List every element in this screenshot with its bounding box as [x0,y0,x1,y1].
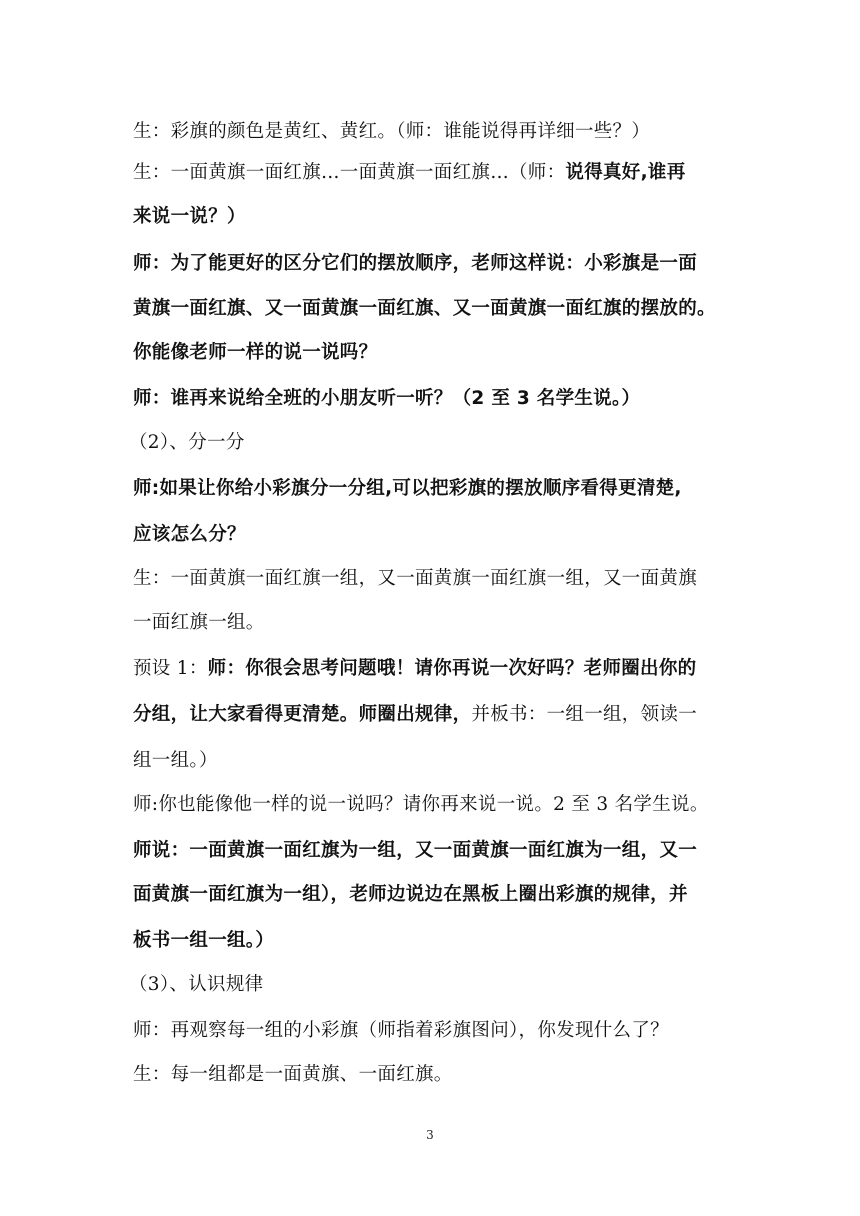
text-line [133,294,733,320]
text-line [133,117,733,143]
bold-text-segment: 师：为了能更好的区分它们的摆放顺序，老师这样说：小彩旗是一面 [133,253,698,274]
text-segment: （2）、分一分 [129,432,245,453]
text-line [133,564,733,590]
text-segment: 一面红旗一组。 [133,612,265,633]
bold-text-segment: 师：谁再来说给全班的小朋友听一听？（2 至 3 名学生说。） [133,388,641,409]
bold-text-segment: 师：你很会思考问题哦！请你再说一次好吗？老师圈出你的 [207,658,697,679]
bold-text-segment: 师说：一面黄旗一面红旗为一组，又一面黄旗一面红旗为一组，又一 [133,840,698,861]
text-line [133,926,733,952]
text-segment: （3）、认识规律 [129,974,264,995]
text-segment: 预设 1： [133,658,208,679]
text-line [133,880,733,906]
text-line [133,202,733,228]
page-number: 3 [426,1128,434,1142]
text-line [129,428,729,454]
text-line [133,654,733,680]
text-line [129,970,729,996]
text-line [133,608,733,634]
text-line [133,700,733,726]
text-segment: 师：再观察每一组的小彩旗（师指着彩旗图问），你发现什么了？ [133,1020,669,1041]
text-line [133,249,733,275]
text-segment: 生：每一组都是一面黄旗、一面红旗。 [133,1064,453,1085]
text-line [133,158,733,184]
text-segment: 师:你也能像他一样的说一说吗？请你再来说一说。2 至 3 名学生说。 [133,794,709,815]
text-line [133,384,733,410]
text-line [133,1060,733,1086]
text-line [133,520,733,546]
text-segment: 生：一面黄旗一面红旗…一面黄旗一面红旗…（师： [133,162,566,183]
bold-text-segment: 面黄旗一面红旗为一组），老师边说边在黑板上圈出彩旗的规律，并 [133,884,688,905]
text-segment: 并板书：一组一组，领读一 [471,704,698,725]
text-segment: 生：彩旗的颜色是黄红、黄红。（师：谁能说得再详细一些？） [133,121,651,142]
bold-text-segment: 板书一组一组。） [133,930,275,951]
text-line [133,790,733,816]
bold-text-segment: 分组，让大家看得更清楚。师圈出规律， [133,704,472,725]
bold-text-segment: 应该怎么分？ [133,524,246,545]
bold-text-segment: 师:如果让你给小彩旗分一分组,可以把彩旗的摆放顺序看得更清楚, [133,478,682,499]
text-line [133,836,733,862]
text-line [133,1016,733,1042]
text-segment: 生：一面黄旗一面红旗一组，又一面黄旗一面红旗一组，又一面黄旗 [133,568,698,589]
bold-text-segment: 黄旗一面红旗、又一面黄旗一面红旗、又一面黄旗一面红旗的摆放的。 [133,298,716,319]
text-line [133,474,733,500]
bold-text-segment: 说得真好,谁再 [565,162,686,183]
bold-text-segment: 来说一说？） [133,206,246,227]
text-segment: 组一组。） [133,750,218,771]
text-line [133,338,733,364]
bold-text-segment: 你能像老师一样的说一说吗？ [133,342,378,363]
text-line [133,746,733,772]
